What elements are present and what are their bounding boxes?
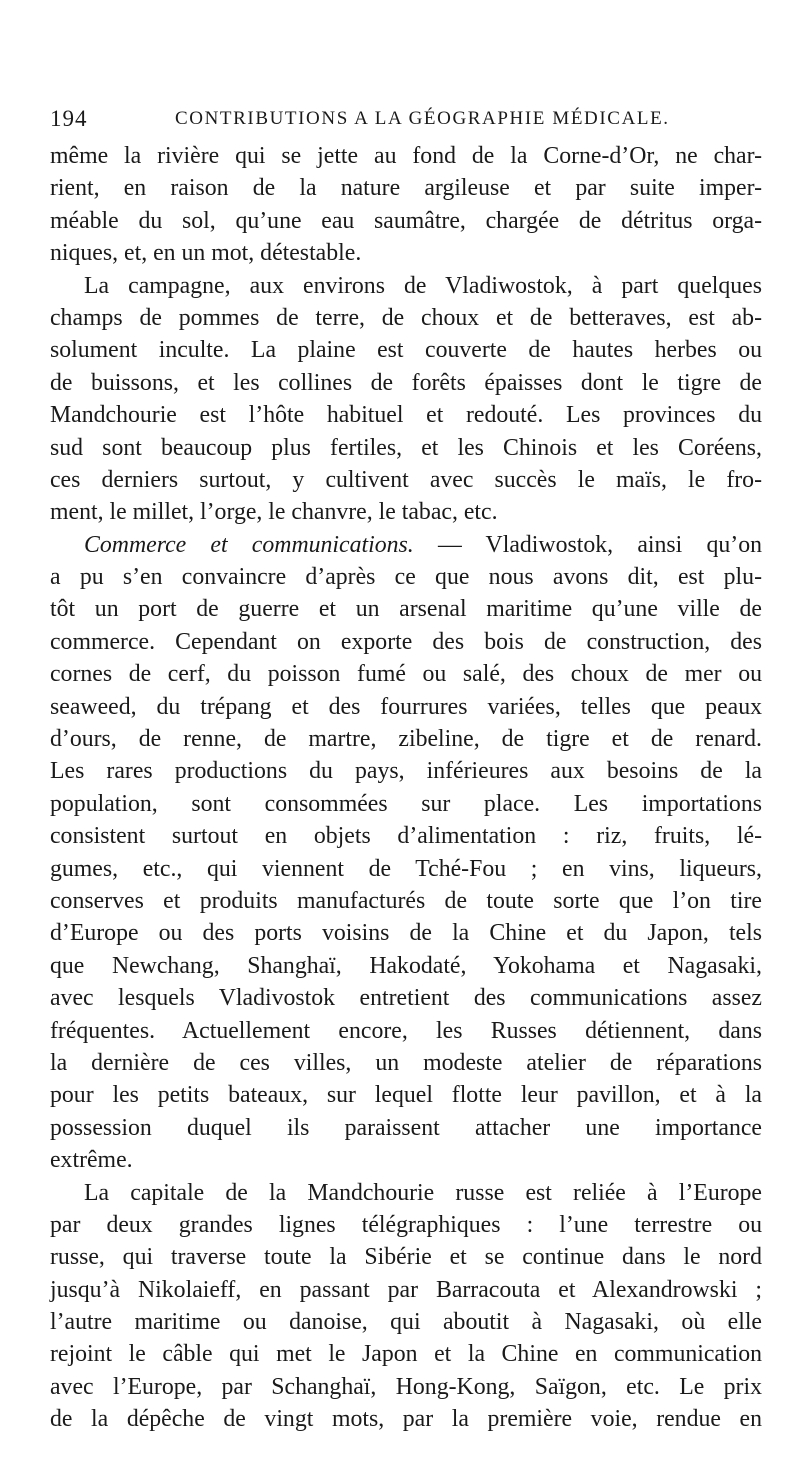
running-head <box>50 104 762 134</box>
text-line: seaweed, du trépang et des fourrures variées, telles que peaux <box>50 693 762 720</box>
text-line <box>50 529 762 561</box>
text-line-rest: — Vladiwostok, ainsi qu’on <box>437 531 762 558</box>
text-line: rient, en raison de la nature argileuse et par suite imper- <box>50 175 762 202</box>
text-line: La capitale de la Mandchourie russe est reliée à l’Europe <box>84 1179 762 1206</box>
text-line: sud sont beaucoup plus fertiles, et les Chinois et les Coréens, <box>50 434 762 461</box>
text-line: La campagne, aux environs de Vladiwostok, à part quelques <box>84 272 762 299</box>
text-line: niques, et, en un mot, détestable. <box>50 240 362 267</box>
text-line: Mandchourie est l’hôte habituel et redouté. Les provinces du <box>50 402 762 429</box>
text-line: champs de pommes de terre, de choux et de betteraves, est ab- <box>50 304 762 331</box>
section-heading: Commerce et communications. <box>84 531 414 558</box>
text-line: de la dépêche de vingt mots, par la première voie, rendue en <box>50 1406 762 1433</box>
text-line: possession duquel ils paraissent attacher une importance <box>50 1114 762 1141</box>
text-line: pour les petits bateaux, sur lequel flotte leur pavillon, et à la <box>50 1082 762 1109</box>
text-line: de buissons, et les collines de forêts épaisses dont le tigre de <box>50 369 762 396</box>
text-line: d’Europe ou des ports voisins de la Chine et du Japon, tels <box>50 920 762 947</box>
text-line: par deux grandes lignes télégraphiques : l’une terrestre ou <box>50 1211 762 1238</box>
text-line: méable du sol, qu’une eau saumâtre, chargée de détritus orga- <box>50 207 762 234</box>
text-line: Les rares productions du pays, inférieures aux besoins de la <box>50 758 762 785</box>
text-line: avec lesquels Vladivostok entretient des communications assez <box>50 985 762 1012</box>
text-line: la dernière de ces villes, un modeste atelier de réparations <box>50 1049 762 1076</box>
text-line: jusqu’à Nikolaieff, en passant par Barracouta et Alexandrowski ; <box>50 1276 762 1303</box>
text-line: fréquentes. Actuellement encore, les Russes détiennent, dans <box>50 1017 762 1044</box>
text-line: rejoint le câble qui met le Japon et la Chine en communication <box>50 1341 762 1368</box>
text-line: que Newchang, Shanghaï, Hakodaté, Yokohama et Nagasaki, <box>50 952 762 979</box>
text-line: gumes, etc., qui viennent de Tché-Fou ; en vins, liqueurs, <box>50 855 762 882</box>
text-line: tôt un port de guerre et un arsenal maritime qu’une ville de <box>50 596 762 623</box>
text-line: conserves et produits manufacturés de toute sorte que l’on tire <box>50 887 762 914</box>
text-line: cornes de cerf, du poisson fumé ou salé, des choux de mer ou <box>50 661 762 688</box>
text-line: russe, qui traverse toute la Sibérie et se continue dans le nord <box>50 1244 762 1271</box>
body-text <box>50 140 762 1436</box>
text-line: même la rivière qui se jette au fond de la Corne-d’Or, ne char- <box>50 143 762 169</box>
text-line: solument inculte. La plaine est couverte de hautes herbes ou <box>50 337 762 364</box>
page-number: 194 <box>50 106 88 131</box>
text-line: extrême. <box>50 1147 133 1174</box>
running-title: CONTRIBUTIONS A LA GÉOGRAPHIE MÉDICALE. <box>175 108 670 129</box>
text-line: a pu s’en convaincre d’après ce que nous avons dit, est plu- <box>50 564 762 591</box>
text-line: commerce. Cependant on exporte des bois de construction, des <box>50 628 762 655</box>
text-line: d’ours, de renne, de martre, zibeline, de tigre et de renard. <box>50 726 762 753</box>
text-line: avec l’Europe, par Schanghaï, Hong-Kong, Saïgon, etc. Le prix <box>50 1373 762 1400</box>
text-line: ment, le millet, l’orge, le chanvre, le tabac, etc. <box>50 499 498 526</box>
text-line: l’autre maritime ou danoise, qui aboutit à Nagasaki, où elle <box>50 1309 762 1336</box>
text-line: ces derniers surtout, y cultivent avec succès le maïs, le fro- <box>50 466 762 493</box>
text-line: population, sont consommées sur place. Les importations <box>50 790 762 817</box>
text-line: consistent surtout en objets d’alimentation : riz, fruits, lé- <box>50 823 762 850</box>
